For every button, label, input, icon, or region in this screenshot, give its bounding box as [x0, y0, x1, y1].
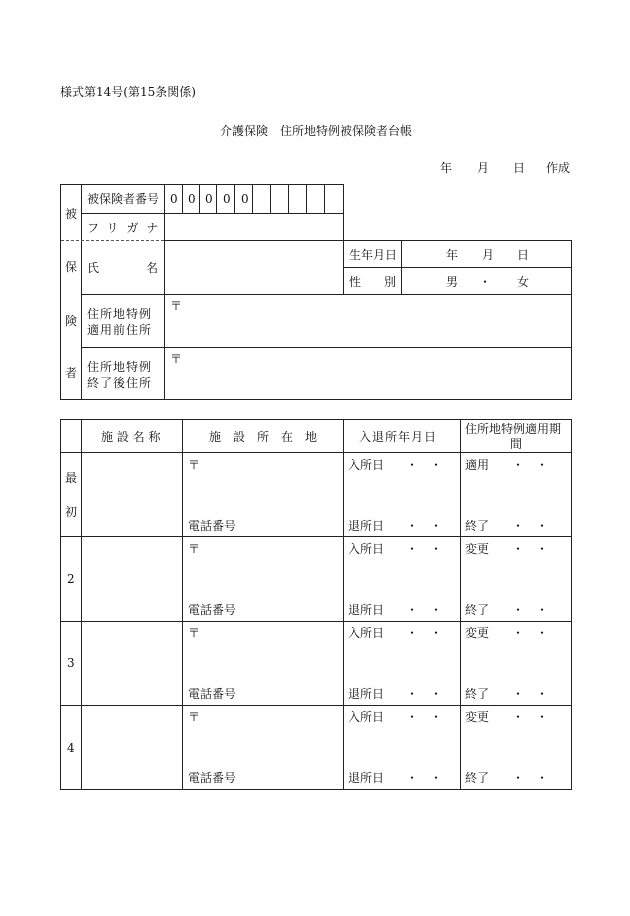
row-3-out-dots: ・ ・ [406, 687, 443, 701]
insured-vertical-label-4: 者 [65, 366, 78, 380]
digit-3: 0 [205, 192, 213, 206]
row-4-phone: 電話番号 [188, 771, 237, 785]
row-1-out-dots: ・ ・ [406, 519, 443, 533]
before-address-label-2: 適用前住所 [87, 323, 153, 337]
digit-5: 0 [241, 192, 249, 206]
row-4-start-dots: ・ ・ [512, 710, 549, 724]
sex-male: 男 [446, 275, 459, 289]
sex-label-2: 別 [384, 275, 397, 289]
row-2-phone: 電話番号 [188, 603, 237, 617]
furigana-label: フリガナ [87, 221, 167, 235]
border [60, 184, 61, 400]
digit-1: 0 [170, 192, 178, 206]
row-3-out: 退所日 [348, 687, 385, 701]
date-month: 月 [477, 161, 490, 175]
row-3-label: 3 [67, 656, 75, 670]
border [60, 184, 344, 185]
row-3-in: 入所日 [348, 626, 385, 640]
border [81, 184, 82, 400]
row-3-postal: 〒 [188, 626, 201, 640]
row-1-phone: 電話番号 [188, 519, 237, 533]
row-1-start-dots: ・ ・ [512, 458, 549, 472]
before-address-label-1: 住所地特例 [87, 307, 153, 321]
birth-month: 月 [482, 248, 495, 262]
row-2-end-dots: ・ ・ [512, 603, 549, 617]
date-day: 日 [513, 161, 526, 175]
row-2-out: 退所日 [348, 603, 385, 617]
row-3-end-dots: ・ ・ [512, 687, 549, 701]
header-period-2: 間 [510, 437, 523, 451]
birth-day: 日 [517, 248, 530, 262]
row-3-phone: 電話番号 [188, 687, 237, 701]
header-period-1: 住所地特例適用期 [465, 422, 562, 436]
after-address-label-1: 住所地特例 [87, 360, 153, 374]
row-3-start-dots: ・ ・ [512, 626, 549, 640]
sex-female: 女 [517, 275, 530, 289]
row-1-end-dots: ・ ・ [512, 519, 549, 533]
row-4-in-dots: ・ ・ [406, 710, 443, 724]
page-title: 介護保険 住所地特例被保険者台帳 [220, 124, 413, 138]
row-2-postal: 〒 [188, 542, 201, 556]
row-1-out: 退所日 [348, 519, 385, 533]
birth-label: 生年月日 [349, 248, 398, 262]
header-inout-date: 入退所年月日 [359, 430, 438, 444]
row-4-postal: 〒 [188, 710, 201, 724]
name-label-1: 氏 [87, 261, 100, 275]
row-2-start: 変更 [465, 542, 490, 556]
border [164, 184, 165, 400]
date-made: 作成 [546, 161, 571, 175]
row-2-end: 終了 [465, 603, 490, 617]
row-1-label-2: 初 [65, 505, 78, 519]
row-1-end: 終了 [465, 519, 490, 533]
row-3-in-dots: ・ ・ [406, 626, 443, 640]
insured-vertical-label-1: 被 [65, 207, 78, 221]
row-4-out-dots: ・ ・ [406, 771, 443, 785]
digit-2: 0 [188, 192, 196, 206]
row-4-label: 4 [67, 741, 75, 755]
row-3-end: 終了 [465, 687, 490, 701]
row-2-start-dots: ・ ・ [512, 542, 549, 556]
sex-dot: ・ [479, 275, 492, 289]
date-year: 年 [440, 161, 453, 175]
row-2-in: 入所日 [348, 542, 385, 556]
row-4-start: 変更 [465, 710, 490, 724]
birth-year: 年 [446, 248, 459, 262]
after-address-postal: 〒 [170, 352, 183, 366]
row-3-start: 変更 [465, 626, 490, 640]
form-label: 様式第14号(第15条関係) [60, 85, 196, 99]
header-facility-name: 施 設 名 称 [101, 430, 161, 444]
row-1-postal: 〒 [188, 458, 201, 472]
sex-label-1: 性 [349, 275, 362, 289]
row-4-end: 終了 [465, 771, 490, 785]
row-4-out: 退所日 [348, 771, 385, 785]
row-1-label-1: 最 [65, 471, 78, 485]
row-4-end-dots: ・ ・ [512, 771, 549, 785]
after-address-label-2: 終了後住所 [87, 376, 153, 390]
row-2-out-dots: ・ ・ [406, 603, 443, 617]
row-2-in-dots: ・ ・ [406, 542, 443, 556]
row-1-start: 適用 [465, 458, 490, 472]
name-label-2: 名 [146, 261, 159, 275]
before-address-postal: 〒 [170, 299, 183, 313]
insured-vertical-label-2: 保 [65, 260, 78, 274]
row-1-in-dots: ・ ・ [406, 458, 443, 472]
insured-number-label: 被保険者番号 [87, 192, 160, 206]
header-facility-location: 施 設 所 在 地 [209, 430, 318, 444]
insured-vertical-label-3: 険 [65, 314, 78, 328]
row-4-in: 入所日 [348, 710, 385, 724]
row-2-label: 2 [67, 572, 75, 586]
digit-4: 0 [223, 192, 231, 206]
row-1-in: 入所日 [348, 458, 385, 472]
